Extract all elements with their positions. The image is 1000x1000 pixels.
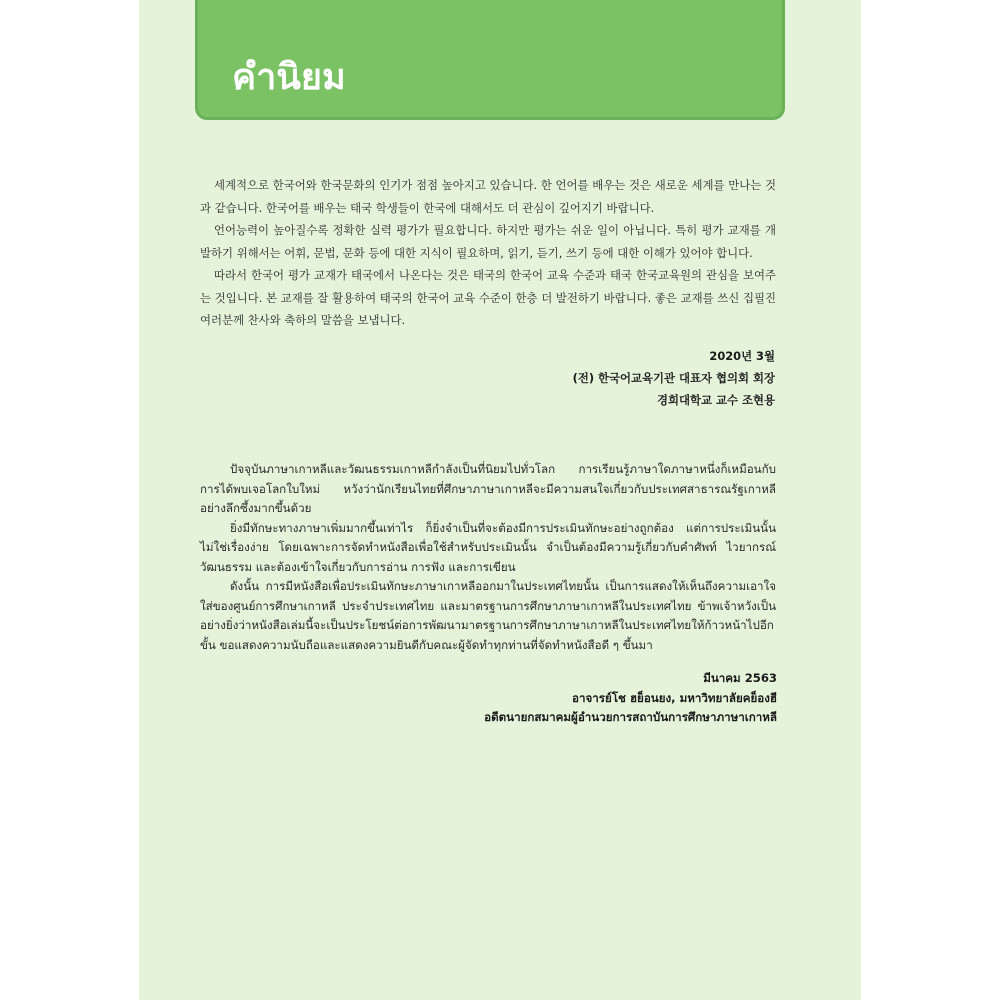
book-page — [139, 0, 861, 1000]
thai-paragraph-2: ยิ่งมีทักษะทางภาษาเพิ่มมากขึ้นเท่าไร ก็ยิ่งจำเป็นที่จะต้องมีการประเมินทักษะอย่างถูกต้อง แต่การประเมินนั้นไม่ใช่เรื่องง่าย โดยเฉพาะการจัดทำหนังสือเพื่อใช้สำหรับประเมินนั้น จำเป็นต้องมีความรู้เกี่ยวกับคำศัพท์ ไวยากรณ์ วัฒนธรรม และต้องเข้าใจเกี่ยวกับการอ่าน การฟัง และการเขียน — [200, 520, 776, 574]
korean-paragraph-1: 세계적으로 한국어와 한국문화의 인기가 점점 높아지고 있습니다. 한 언어를 배우는 것은 새로운 세계를 만나는 것과 같습니다. 한국어를 배우는 태국 학생들이 한국에 대해서도 더 관심이 깊어지기 바랍니다. — [200, 178, 776, 215]
page-title: คำนิยม — [232, 57, 346, 98]
thai-paragraph-3: ดังนั้น การมีหนังสือเพื่อประเมินทักษะภาษาเกาหลีออกมาในประเทศไทยนั้น เป็นการแสดงให้เห็นถึงความเอาใจใส่ของศูนย์การศึกษาเกาหลี ประจำประเทศไทย และมาตรฐานการศึกษาภาษาเกาหลีในประเทศไทย ข้าพเจ้าหวังเป็นอย่างยิ่งว่าหนังสือเล่มนี้จะเป็นประโยชน์ต่อการพัฒนามาตรฐานการศึกษาภาษาเกาหลีในประเทศไทยให้ก้าวหน้าไปอีกขั้น ขอแสดงความนับถือและแสดงความยินดีกับคณะผู้จัดทำทุกท่านที่จัดทำหนังสือดี ๆ ขึ้นมา — [200, 579, 776, 652]
title-banner — [195, 0, 785, 120]
thai-paragraph-1: ปัจจุบันภาษาเกาหลีและวัฒนธรรมเกาหลีกำลังเป็นที่นิยมไปทั่วโลก การเรียนรู้ภาษาใดภาษาหนึ่งก็เหมือนกับการได้พบเจอโลกใบใหม่ หวังว่านักเรียนไทยที่ศึกษาภาษาเกาหลีจะมีความสนใจเกี่ยวกับประเทศสาธารณรัฐเกาหลีอย่างลึกซึ้งมากขึ้นด้วย — [200, 462, 776, 515]
korean-date: 2020년 3월 — [709, 349, 775, 363]
korean-author: 경희대학교 교수 조현용 — [657, 393, 775, 407]
thai-signature — [484, 669, 777, 728]
thai-foreword — [200, 460, 776, 655]
korean-position: (전) 한국어교육기관 대표자 협의회 회장 — [572, 371, 775, 385]
korean-foreword — [200, 174, 776, 332]
thai-author: อดีตนายกสมาคมผู้อำนวยการสถาบันการศึกษาภาษาเกาหลี — [484, 710, 777, 724]
thai-date: มีนาคม 2563 — [703, 671, 777, 685]
korean-paragraph-3: 따라서 한국어 평가 교재가 태국에서 나온다는 것은 태국의 한국어 교육 수준과 태국 한국교육원의 관심을 보여주는 것입니다. 본 교재를 잘 활용하여 태국의 한국어 교육 수준이 한층 더 발전하기 바랍니다. 좋은 교재를 쓰신 집필진 여러분께 찬사와 축하의 말씀을 보냅니다. — [200, 268, 776, 327]
korean-signature — [573, 345, 775, 411]
thai-position: อาจารย์โช ฮย็อนยง, มหาวิทยาลัยคย็องฮี — [572, 690, 777, 705]
korean-paragraph-2: 언어능력이 높아질수록 정확한 실력 평가가 필요합니다. 하지만 평가는 쉬운 일이 아닙니다. 특히 평가 교재를 개발하기 위해서는 어휘, 문법, 문화 등에 대한 지식이 필요하며, 읽기, 듣기, 쓰기 등에 대한 이해가 있어야 합니다. — [200, 223, 776, 260]
